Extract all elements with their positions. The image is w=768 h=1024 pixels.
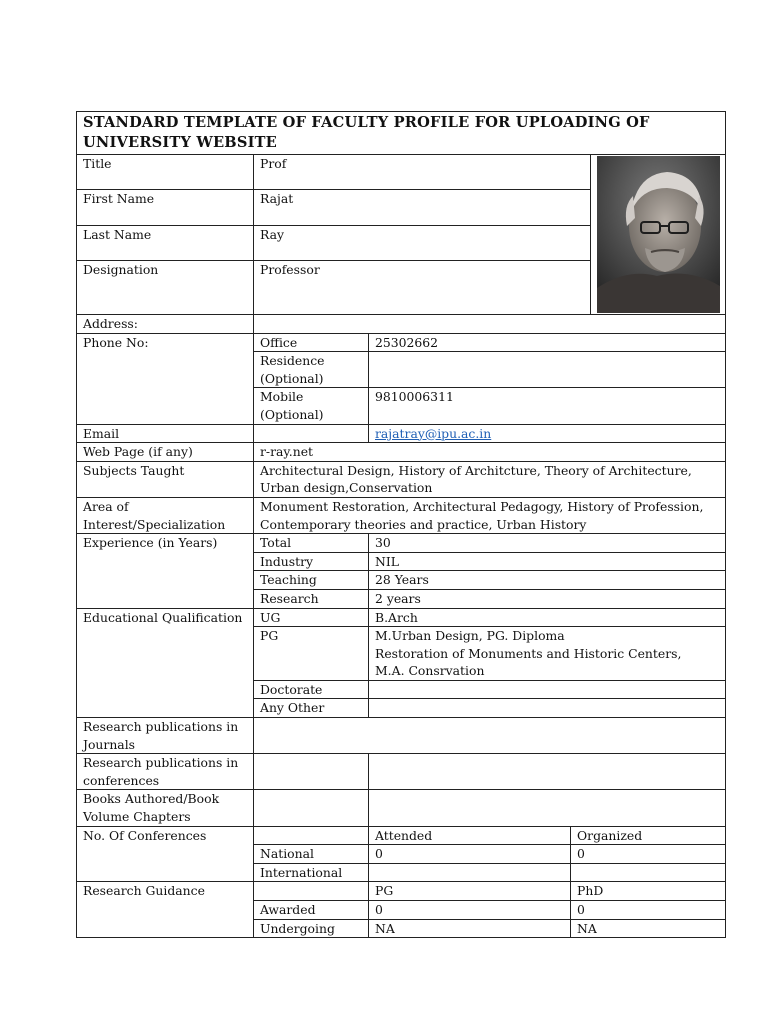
national-attended: 0: [369, 845, 571, 864]
national-organized: 0: [571, 845, 726, 864]
conferences-header-spacer: [254, 826, 369, 845]
undergoing-phd: NA: [571, 919, 726, 938]
attended-header: Attended: [369, 826, 571, 845]
undergoing-label: Undergoing: [254, 919, 369, 938]
photo-cell: [591, 155, 726, 315]
webpage-label: Web Page (if any): [77, 443, 254, 462]
international-organized: [571, 863, 726, 882]
guidance-label: Research Guidance: [77, 882, 254, 938]
email-value-cell: [369, 424, 726, 443]
address-label: Address:: [77, 315, 254, 334]
title-value: Prof: [254, 155, 591, 190]
any-other-label: Any Other: [254, 699, 369, 718]
organized-header: Organized: [571, 826, 726, 845]
last-name-label: Last Name: [77, 226, 254, 261]
guidance-phd-header: PhD: [571, 882, 726, 901]
guidance-header-spacer: [254, 882, 369, 901]
pg-line-1: M.Urban Design, PG. Diploma: [375, 628, 565, 644]
pg-label: PG: [254, 627, 369, 681]
international-attended: [369, 863, 571, 882]
address-value: [254, 315, 726, 334]
conference-pubs-label: Research publications in conferences: [77, 754, 254, 790]
document-heading: STANDARD TEMPLATE OF FACULTY PROFILE FOR UPLOADING OF UNIVERSITY WEBSITE: [77, 112, 726, 155]
office-value: 25302662: [369, 333, 726, 352]
awarded-phd: 0: [571, 901, 726, 920]
industry-value: NIL: [369, 552, 726, 571]
faculty-photo: [597, 156, 720, 313]
teaching-label: Teaching: [254, 571, 369, 590]
any-other-value: [369, 699, 726, 718]
books-value: [369, 790, 726, 826]
teaching-value: 28 Years: [369, 571, 726, 590]
experience-label: Experience (in Years): [77, 534, 254, 608]
conference-pubs-value: [369, 754, 726, 790]
conferences-label: No. Of Conferences: [77, 826, 254, 882]
designation-value: Professor: [254, 261, 591, 315]
email-link[interactable]: rajatray@ipu.ac.in: [375, 425, 492, 441]
mobile-value: 9810006311: [369, 388, 726, 424]
awarded-label: Awarded: [254, 901, 369, 920]
residence-label: Residence (Optional): [254, 352, 369, 388]
ug-value: B.Arch: [369, 608, 726, 627]
subjects-value: Architectural Design, History of Architcture, Theory of Architecture, Urban design,Conservation: [254, 461, 726, 497]
first-name-label: First Name: [77, 190, 254, 226]
pg-line-2: Restoration of Monuments and Historic Centers,: [375, 645, 682, 661]
email-spacer: [254, 424, 369, 443]
title-label: Title: [77, 155, 254, 190]
total-label: Total: [254, 534, 369, 553]
international-label: International: [254, 863, 369, 882]
portrait-image: [597, 156, 720, 313]
faculty-profile-table: [76, 111, 726, 938]
ug-label: UG: [254, 608, 369, 627]
books-label: Books Authored/Book Volume Chapters: [77, 790, 254, 826]
education-label: Educational Qualification: [77, 608, 254, 718]
pg-value: [369, 627, 726, 681]
national-label: National: [254, 845, 369, 864]
doctorate-value: [369, 680, 726, 699]
interest-value: Monument Restoration, Architectural Pedagogy, History of Profession, Contemporary theories and practice, Urban History: [254, 497, 726, 533]
journals-value: [254, 718, 726, 754]
doctorate-label: Doctorate: [254, 680, 369, 699]
journals-label: Research publications in Journals: [77, 718, 254, 754]
books-spacer: [254, 790, 369, 826]
first-name-value: Rajat: [254, 190, 591, 226]
last-name-value: Ray: [254, 226, 591, 261]
webpage-value: r-ray.net: [254, 443, 726, 462]
designation-label: Designation: [77, 261, 254, 315]
conference-pubs-spacer: [254, 754, 369, 790]
pg-line-3: M.A. Consrvation: [375, 663, 485, 679]
research-value: 2 years: [369, 589, 726, 608]
residence-value: [369, 352, 726, 388]
mobile-label: Mobile (Optional): [254, 388, 369, 424]
research-label: Research: [254, 589, 369, 608]
phone-label: Phone No:: [77, 333, 254, 424]
email-label: Email: [77, 424, 254, 443]
industry-label: Industry: [254, 552, 369, 571]
awarded-pg: 0: [369, 901, 571, 920]
undergoing-pg: NA: [369, 919, 571, 938]
office-label: Office: [254, 333, 369, 352]
interest-label: Area of Interest/Specialization: [77, 497, 254, 533]
total-value: 30: [369, 534, 726, 553]
subjects-label: Subjects Taught: [77, 461, 254, 497]
guidance-pg-header: PG: [369, 882, 571, 901]
